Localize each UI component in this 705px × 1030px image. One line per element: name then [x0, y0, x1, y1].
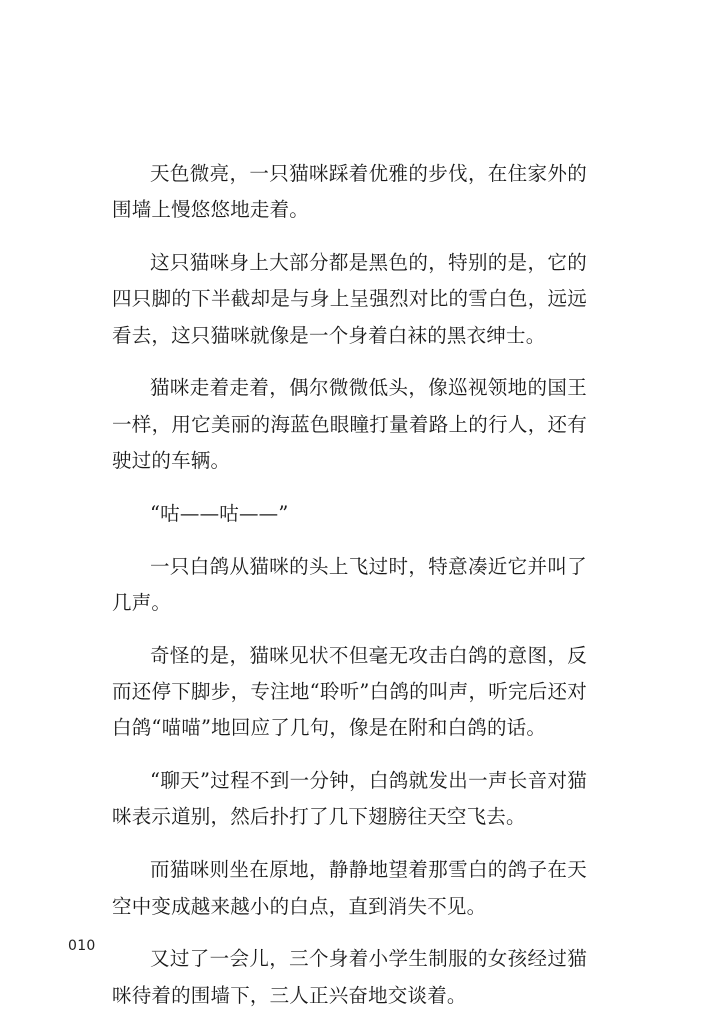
paragraph: “聊天”过程不到一分钟，白鸽就发出一声长音对猫咪表示道别，然后扑打了几下翅膀往天空飞去。: [112, 769, 587, 829]
paragraph: 一只白鸽从猫咪的头上飞过时，特意凑近它并叫了几声。: [112, 554, 587, 614]
paragraph: 天色微亮，一只猫咪踩着优雅的步伐，在住家外的围墙上慢悠悠地走着。: [112, 162, 587, 222]
page-number: 010: [68, 938, 96, 954]
paragraph: 又过了一会儿，三个身着小学生制服的女孩经过猫咪待着的围墙下，三人正兴奋地交谈着。: [112, 947, 587, 1007]
paragraph: 猫咪走着走着，偶尔微微低头，像巡视领地的国王一样，用它美丽的海蓝色眼瞳打量着路上的行人，还有驶过的车辆。: [112, 376, 587, 473]
paragraph: 而猫咪则坐在原地，静静地望着那雪白的鸽子在天空中变成越来越小的白点，直到消失不见。: [112, 858, 587, 918]
paragraph: “咕——咕——”: [150, 501, 289, 525]
paragraph: 奇怪的是，猫咪见状不但毫无攻击白鸽的意图，反而还停下脚步，专注地“聆听”白鸽的叫声，听完后还对白鸽“喵喵”地回应了几句，像是在附和白鸽的话。: [112, 643, 587, 740]
body-text: [112, 156, 587, 1030]
paragraph: 这只猫咪身上大部分都是黑色的，特别的是，它的四只脚的下半截却是与身上呈强烈对比的雪白色，远远看去，这只猫咪就像是一个身着白袜的黑衣绅士。: [112, 251, 587, 347]
